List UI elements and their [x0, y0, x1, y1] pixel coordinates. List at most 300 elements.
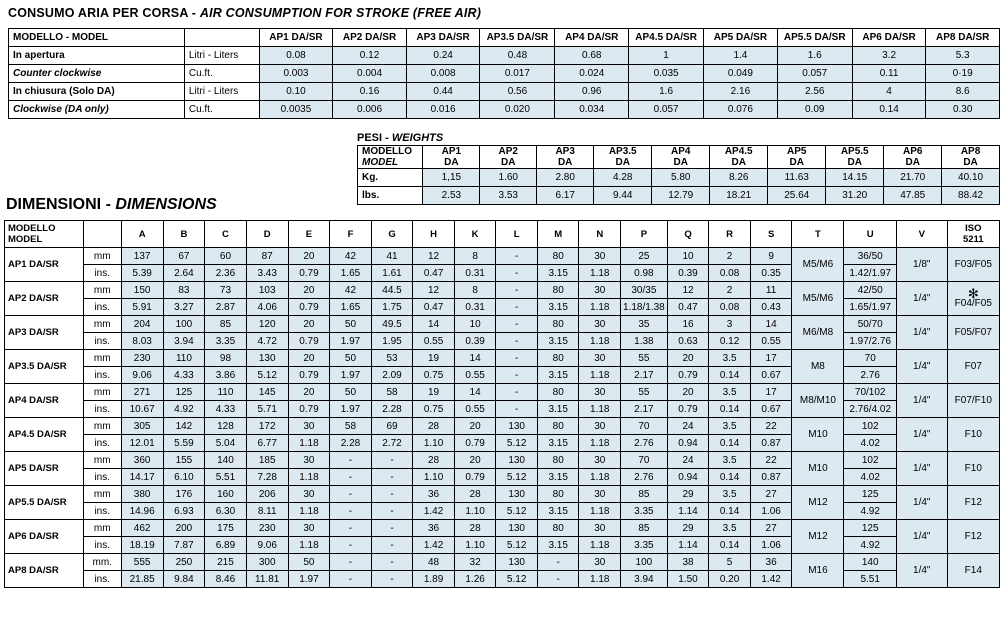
col-header-ap6 — [884, 146, 942, 169]
cell-u-ins: 5.51 — [844, 571, 897, 588]
weights-table — [357, 145, 1000, 205]
col-header-model-l2: MODEL — [8, 234, 43, 245]
cell-thread-t: M5/M6 — [792, 282, 844, 316]
cell: 145 — [246, 384, 288, 401]
cell: 30 — [288, 418, 330, 435]
cell: 0.79 — [288, 265, 330, 282]
cell: 2.17 — [621, 367, 668, 384]
cell: 1.18 — [579, 333, 621, 350]
col-header-model-l1: MODELLO — [362, 146, 412, 157]
pesi-title-main: PESI — [357, 132, 383, 144]
cell: - — [496, 299, 538, 316]
cell: 20 — [454, 418, 496, 435]
cell: 28 — [413, 418, 455, 435]
row-unit-mm: mm — [83, 248, 121, 265]
cell: - — [330, 520, 372, 537]
cell: 9.84 — [163, 571, 205, 588]
cell: 2.17 — [621, 401, 668, 418]
cell: 130 — [496, 520, 538, 537]
table-row — [358, 187, 1000, 205]
cell: 1.10 — [454, 503, 496, 520]
col-header-ap6-l2: DA — [905, 157, 920, 168]
cell: 3.35 — [621, 537, 668, 554]
cell: 0.75 — [413, 367, 455, 384]
cell: 3.5 — [709, 520, 751, 537]
consumo-aria-title — [8, 6, 481, 20]
cell-port-v: 1/4" — [896, 350, 947, 384]
cell: - — [371, 486, 413, 503]
cell: 24 — [667, 418, 709, 435]
col-header-u: U — [844, 221, 897, 248]
cell: 0.55 — [413, 333, 455, 350]
cell: 0.24 — [406, 47, 480, 65]
cell: 1.18 — [579, 537, 621, 554]
cell: 1.10 — [454, 537, 496, 554]
row-unit-ins: ins. — [83, 503, 121, 520]
cell: 4.92 — [163, 401, 205, 418]
col-header-h: H — [413, 221, 455, 248]
row-unit-mm: mm — [83, 520, 121, 537]
cell: 360 — [121, 452, 163, 469]
cell: 35 — [621, 316, 668, 333]
cell: 10 — [667, 248, 709, 265]
col-header-e: E — [288, 221, 330, 248]
table-row — [358, 169, 1000, 187]
cell: 0.68 — [555, 47, 629, 65]
cell: 3.43 — [246, 265, 288, 282]
cell: 5.91 — [121, 299, 163, 316]
cell-iso-flange — [947, 384, 999, 418]
col-header-model — [5, 221, 84, 248]
cell: 9.06 — [121, 367, 163, 384]
cell: - — [496, 384, 538, 401]
table-row — [5, 282, 1000, 299]
cell: - — [496, 316, 538, 333]
consumo-title-sep: - — [191, 6, 197, 20]
cell: 85 — [621, 520, 668, 537]
cell: 3.35 — [205, 333, 247, 350]
cell: 0.39 — [454, 333, 496, 350]
cell: 2.28 — [330, 435, 372, 452]
cell: 155 — [163, 452, 205, 469]
col-header-ap3 — [537, 146, 594, 169]
cell: 12 — [413, 282, 455, 299]
cell: 1.14 — [667, 537, 709, 554]
cell: 8 — [454, 282, 496, 299]
table-row — [5, 435, 1000, 452]
cell: 125 — [163, 384, 205, 401]
cell: 462 — [121, 520, 163, 537]
cell: 1.6 — [777, 47, 852, 65]
cell: 1.97 — [330, 367, 372, 384]
table-row — [5, 571, 1000, 588]
cell: - — [330, 554, 372, 571]
col-header-ap35-l2: DA — [615, 157, 630, 168]
cell: 5.12 — [496, 469, 538, 486]
cell: 0.44 — [406, 83, 480, 101]
cell: 1.42 — [750, 571, 792, 588]
cell: 25 — [621, 248, 668, 265]
cell: 30 — [579, 452, 621, 469]
cell: 0.31 — [454, 265, 496, 282]
table-row — [5, 418, 1000, 435]
cell-iso-value: F10 — [964, 429, 982, 440]
cell: 31.20 — [826, 187, 884, 205]
cell: 230 — [246, 520, 288, 537]
cell: 14 — [454, 384, 496, 401]
cell: - — [371, 452, 413, 469]
dimensioni-title-main: DIMENSIONI — [6, 196, 102, 213]
cell: 1.06 — [750, 503, 792, 520]
cell: - — [330, 452, 372, 469]
row-unit-mm: mm. — [83, 554, 121, 571]
cell: 0.09 — [777, 101, 852, 119]
cell: - — [496, 248, 538, 265]
cell: 2.87 — [205, 299, 247, 316]
col-header-ap2: AP2 DA/SR — [333, 29, 407, 47]
table-row — [5, 486, 1000, 503]
col-header-ap2-l1: AP2 — [498, 146, 518, 157]
cell: 1.95 — [371, 333, 413, 350]
cell: 0.08 — [709, 299, 751, 316]
cell-iso-value: F10 — [964, 463, 982, 474]
table-row — [5, 350, 1000, 367]
cell: 22 — [750, 452, 792, 469]
cell: 0.55 — [454, 367, 496, 384]
cell: 1.18 — [288, 503, 330, 520]
cell: 0.14 — [709, 367, 751, 384]
row-unit-ins: ins. — [83, 435, 121, 452]
cell: 110 — [163, 350, 205, 367]
cell: - — [371, 537, 413, 554]
cell: - — [330, 537, 372, 554]
cell: 30 — [579, 350, 621, 367]
cell: 0.55 — [454, 401, 496, 418]
cell: 3.15 — [537, 367, 579, 384]
cell: 3.27 — [163, 299, 205, 316]
cell-iso-flange — [947, 248, 999, 282]
col-header-ap4-l1: AP4 — [671, 146, 691, 157]
cell: 3.5 — [709, 350, 751, 367]
table-row — [5, 367, 1000, 384]
cell-thread-t: M16 — [792, 554, 844, 588]
cell-iso-value: F07 — [964, 361, 982, 372]
cell: 4.33 — [163, 367, 205, 384]
row-label-in-chiusura: In chiusura (Solo DA) — [9, 83, 185, 101]
cell: 0.79 — [288, 299, 330, 316]
cell: 160 — [205, 486, 247, 503]
cell: 29 — [667, 486, 709, 503]
cell: 50 — [330, 316, 372, 333]
row-label-kg: Kg. — [358, 169, 423, 187]
cell-iso-flange — [947, 486, 999, 520]
cell: 8.03 — [121, 333, 163, 350]
cell: 60 — [205, 248, 247, 265]
cell: 19 — [413, 384, 455, 401]
col-header-ap35: AP3.5 DA/SR — [480, 29, 555, 47]
cell: 69 — [371, 418, 413, 435]
cell: 24 — [667, 452, 709, 469]
col-header-ap45-l2: DA — [731, 157, 746, 168]
row-label-clockwise: Clockwise (DA only) — [9, 101, 185, 119]
col-header-ap8 — [942, 146, 1000, 169]
cell-u-ins: 2.76 — [844, 367, 897, 384]
cell: 30 — [579, 282, 621, 299]
cell: 0.08 — [709, 265, 751, 282]
cell: 103 — [246, 282, 288, 299]
cell: 0.16 — [333, 83, 407, 101]
table-row — [5, 384, 1000, 401]
row-label-model: AP3.5 DA/SR — [5, 350, 84, 384]
cell: 0.87 — [750, 435, 792, 452]
table-row — [9, 65, 1000, 83]
col-header-ap8: AP8 DA/SR — [926, 29, 1000, 47]
cell: 3.15 — [537, 265, 579, 282]
pesi-title-english: WEIGHTS — [391, 132, 444, 144]
row-unit-mm: mm — [83, 418, 121, 435]
table-header-row — [358, 146, 1000, 169]
cell-port-v: 1/4" — [896, 418, 947, 452]
cell-u-ins: 4.02 — [844, 435, 897, 452]
cell: 3.5 — [709, 384, 751, 401]
table-row — [5, 520, 1000, 537]
cell: 0.10 — [259, 83, 333, 101]
cell: 8.46 — [205, 571, 247, 588]
cell: 1.38 — [621, 333, 668, 350]
cell: 1.18 — [288, 469, 330, 486]
cell: 42 — [330, 282, 372, 299]
table-header-row — [5, 221, 1000, 248]
col-header-ap35 — [594, 146, 652, 169]
cell: 300 — [246, 554, 288, 571]
cell: 271 — [121, 384, 163, 401]
cell: 25.64 — [768, 187, 826, 205]
cell-thread-t: M12 — [792, 486, 844, 520]
cell-thread-t: M5/M6 — [792, 248, 844, 282]
cell: 12.01 — [121, 435, 163, 452]
col-header-s: S — [750, 221, 792, 248]
cell-u-mm: 36/50 — [844, 248, 897, 265]
cell: 3.15 — [537, 435, 579, 452]
cell: 30 — [579, 384, 621, 401]
cell: 30 — [579, 316, 621, 333]
cell: 185 — [246, 452, 288, 469]
col-header-r: R — [709, 221, 751, 248]
cell: 36 — [413, 520, 455, 537]
cell: 0.67 — [750, 367, 792, 384]
table-row — [5, 248, 1000, 265]
cell: 4.06 — [246, 299, 288, 316]
cell: 47.85 — [884, 187, 942, 205]
cell: 0.79 — [454, 469, 496, 486]
col-header-ap5-l2: DA — [789, 157, 804, 168]
cell: 130 — [246, 350, 288, 367]
cell: 0.076 — [704, 101, 778, 119]
cell: 3.94 — [163, 333, 205, 350]
cell: 73 — [205, 282, 247, 299]
col-header-model — [358, 146, 423, 169]
col-header-m: M — [537, 221, 579, 248]
col-header-ap5 — [768, 146, 826, 169]
cell: 8.6 — [926, 83, 1000, 101]
cell: 3.15 — [537, 537, 579, 554]
cell: 20 — [288, 316, 330, 333]
cell: 3.15 — [537, 333, 579, 350]
cell: 0.12 — [333, 47, 407, 65]
cell: 14.96 — [121, 503, 163, 520]
cell: 4.72 — [246, 333, 288, 350]
cell: 10 — [454, 316, 496, 333]
cell: 30/35 — [621, 282, 668, 299]
row-label-model: AP2 DA/SR — [5, 282, 84, 316]
cell-thread-t: M10 — [792, 418, 844, 452]
cell: 3.15 — [537, 469, 579, 486]
cell: 0.47 — [667, 299, 709, 316]
cell: 0.049 — [704, 65, 778, 83]
cell: 4.33 — [205, 401, 247, 418]
cell: 1.18 — [579, 367, 621, 384]
cell-u-mm: 70 — [844, 350, 897, 367]
cell: 5.59 — [163, 435, 205, 452]
cell: 5.12 — [496, 571, 538, 588]
cell-u-mm: 50/70 — [844, 316, 897, 333]
cell: 6.17 — [537, 187, 594, 205]
cell: 1.18 — [579, 503, 621, 520]
cell: - — [330, 571, 372, 588]
col-header-model: MODELLO - MODEL — [9, 29, 185, 47]
row-unit-ins: ins. — [83, 265, 121, 282]
cell: 5.12 — [496, 537, 538, 554]
cell: 0.024 — [555, 65, 629, 83]
cell: 0.63 — [667, 333, 709, 350]
cell: 1.18/1.38 — [621, 299, 668, 316]
cell-iso-flange — [947, 350, 999, 384]
col-header-ap45: AP4.5 DA/SR — [629, 29, 704, 47]
col-header-ap55-l1: AP5.5 — [840, 146, 869, 157]
cell-thread-t: M10 — [792, 452, 844, 486]
cell: 30 — [579, 418, 621, 435]
col-header-g: G — [371, 221, 413, 248]
cell-iso-value: F12 — [964, 531, 982, 542]
cell: 85 — [205, 316, 247, 333]
cell: 3.15 — [537, 299, 579, 316]
cell: 1.18 — [579, 469, 621, 486]
cell: 1.10 — [413, 469, 455, 486]
pesi-title-sep: - — [385, 132, 389, 144]
dimensioni-title — [6, 196, 217, 214]
cell: 8.26 — [710, 169, 768, 187]
cell: 230 — [121, 350, 163, 367]
cell: 0.79 — [288, 333, 330, 350]
table-row — [5, 333, 1000, 350]
cell: 0.47 — [413, 265, 455, 282]
cell: 55 — [621, 350, 668, 367]
cell: 87 — [246, 248, 288, 265]
cell: 28 — [413, 452, 455, 469]
table-row — [9, 101, 1000, 119]
col-header-ap1: AP1 DA/SR — [259, 29, 333, 47]
cell: - — [371, 469, 413, 486]
cell: 6.77 — [246, 435, 288, 452]
dimensions-table — [4, 220, 1000, 588]
col-header-c: C — [205, 221, 247, 248]
row-label-model: AP4.5 DA/SR — [5, 418, 84, 452]
cell: 12 — [667, 282, 709, 299]
cell: 48 — [413, 554, 455, 571]
cell: 12 — [413, 248, 455, 265]
cell: 30 — [579, 248, 621, 265]
cell: 80 — [537, 452, 579, 469]
cell: 140 — [205, 452, 247, 469]
cell: 11.81 — [246, 571, 288, 588]
cell: 1,15 — [423, 169, 480, 187]
cell: 83 — [163, 282, 205, 299]
cell: 80 — [537, 316, 579, 333]
cell: - — [537, 571, 579, 588]
cell: 0.39 — [667, 265, 709, 282]
cell: 1.97 — [330, 401, 372, 418]
cell: 0.79 — [667, 367, 709, 384]
col-header-iso-l1: ISO — [965, 223, 982, 234]
cell: 20 — [288, 350, 330, 367]
pesi-title — [357, 132, 443, 144]
cell: 1.18 — [579, 299, 621, 316]
row-unit-ins: ins. — [83, 367, 121, 384]
cell: 2.53 — [423, 187, 480, 205]
cell: 1.50 — [667, 571, 709, 588]
cell: 14 — [454, 350, 496, 367]
cell: 0.034 — [555, 101, 629, 119]
cell: 5.3 — [926, 47, 1000, 65]
cell: 10.67 — [121, 401, 163, 418]
cell: 80 — [537, 248, 579, 265]
cell: 0.98 — [621, 265, 668, 282]
col-header-p: P — [621, 221, 668, 248]
row-unit-liters: Litri - Liters — [184, 47, 259, 65]
cell: 9 — [750, 248, 792, 265]
cell: 0.020 — [480, 101, 555, 119]
cell-thread-t: M12 — [792, 520, 844, 554]
cell: 204 — [121, 316, 163, 333]
col-header-ap55: AP5.5 DA/SR — [777, 29, 852, 47]
cell: 27 — [750, 486, 792, 503]
cell: 0.11 — [852, 65, 926, 83]
cell-port-v: 1/4" — [896, 316, 947, 350]
cell: 0.96 — [555, 83, 629, 101]
row-label-lbs: lbs. — [358, 187, 423, 205]
cell: 6.30 — [205, 503, 247, 520]
cell: 137 — [121, 248, 163, 265]
cell-u-ins: 2.76/4.02 — [844, 401, 897, 418]
cell: 0.79 — [288, 401, 330, 418]
cell-iso-flange — [947, 452, 999, 486]
cell: 50 — [330, 384, 372, 401]
cell: 1.75 — [371, 299, 413, 316]
cell-thread-t: M8/M10 — [792, 384, 844, 418]
cell: 14.15 — [826, 169, 884, 187]
cell: 3.5 — [709, 486, 751, 503]
row-unit-mm: mm — [83, 486, 121, 503]
cell: 80 — [537, 520, 579, 537]
cell: 1.4 — [704, 47, 778, 65]
cell: 2.16 — [704, 83, 778, 101]
cell: 5.12 — [496, 435, 538, 452]
cell: 130 — [496, 554, 538, 571]
cell: 38 — [667, 554, 709, 571]
cell: 11.63 — [768, 169, 826, 187]
col-header-ap6: AP6 DA/SR — [852, 29, 926, 47]
table-header-row — [9, 29, 1000, 47]
